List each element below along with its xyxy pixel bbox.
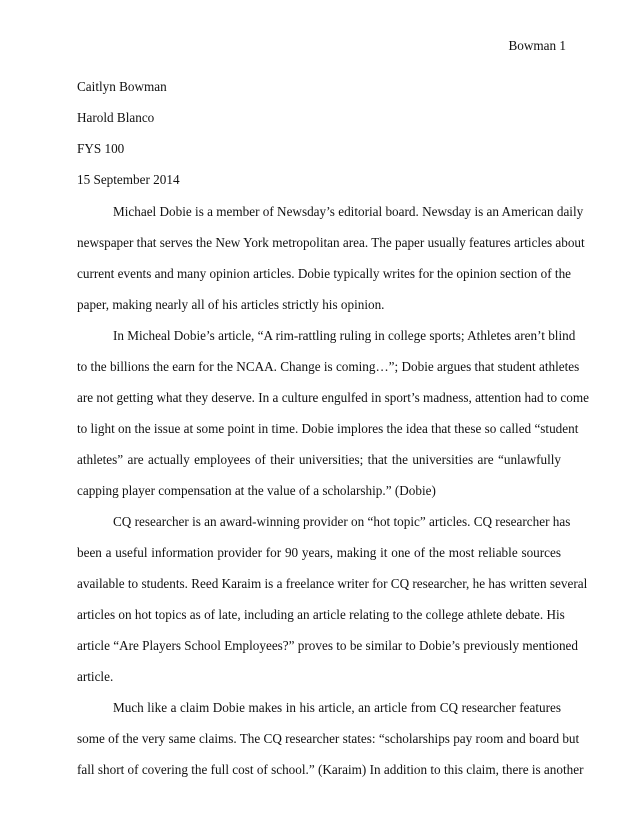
paragraph-4-line: some of the very same claims. The CQ researcher states: “scholarships pay room and board but <box>77 731 580 746</box>
paragraph-2-line: to the billions the earn for the NCAA. Change is coming…”; Dobie argues that student athletes <box>77 359 580 374</box>
paragraph-2-line: capping player compensation at the value of a scholarship.” (Dobie) <box>77 483 436 498</box>
paragraph-3-line: articles on hot topics as of late, including an article relating to the college athlete debate. His <box>77 607 565 622</box>
course-name: FYS 100 <box>77 141 125 156</box>
paragraph-4-line: fall short of covering the full cost of school.” (Karaim) In addition to this claim, there is another <box>77 762 584 777</box>
date: 15 September 2014 <box>77 172 180 187</box>
essay-body <box>77 196 589 785</box>
paragraph-1-line: paper, making nearly all of his articles strictly his opinion. <box>77 297 385 312</box>
paragraph-2-line: are not getting what they deserve. In a culture engulfed in sport’s madness, attention had to come <box>77 390 589 405</box>
paragraph-1-line: newspaper that serves the New York metropolitan area. The paper usually features articles about <box>77 235 585 250</box>
paragraph-3-line: CQ researcher is an award-winning provider on “hot topic” articles. CQ researcher has <box>113 514 571 529</box>
paragraph-3-line: available to students. Reed Karaim is a freelance writer for CQ researcher, he has written several <box>77 576 588 591</box>
paragraph-1-line: Michael Dobie is a member of Newsday’s editorial board. Newsday is an American daily <box>113 204 584 219</box>
paragraph-3-line: been a useful information provider for 90 years, making it one of the most reliable sources <box>77 545 561 560</box>
paragraph-2-line: In Micheal Dobie’s article, “A rim-rattling ruling in college sports; Athletes aren’t blind <box>113 328 576 343</box>
paragraph-2-line: athletes” are actually employees of their universities; that the universities are “unlawfully <box>77 452 561 467</box>
mla-heading <box>77 71 180 195</box>
paragraph-3-line: article “Are Players School Employees?” proves to be similar to Dobie’s previously mentioned <box>77 638 578 653</box>
paragraph-3-line: article. <box>77 669 114 684</box>
author-name: Caitlyn Bowman <box>77 79 167 94</box>
instructor-name: Harold Blanco <box>77 110 155 125</box>
paragraph-2-line: to light on the issue at some point in time. Dobie implores the idea that these so called “student <box>77 421 579 436</box>
paragraph-4-line: Much like a claim Dobie makes in his article, an article from CQ researcher features <box>113 700 561 715</box>
running-header: Bowman 1 <box>508 38 566 53</box>
paragraph-1-line: current events and many opinion articles. Dobie typically writes for the opinion section of the <box>77 266 572 281</box>
